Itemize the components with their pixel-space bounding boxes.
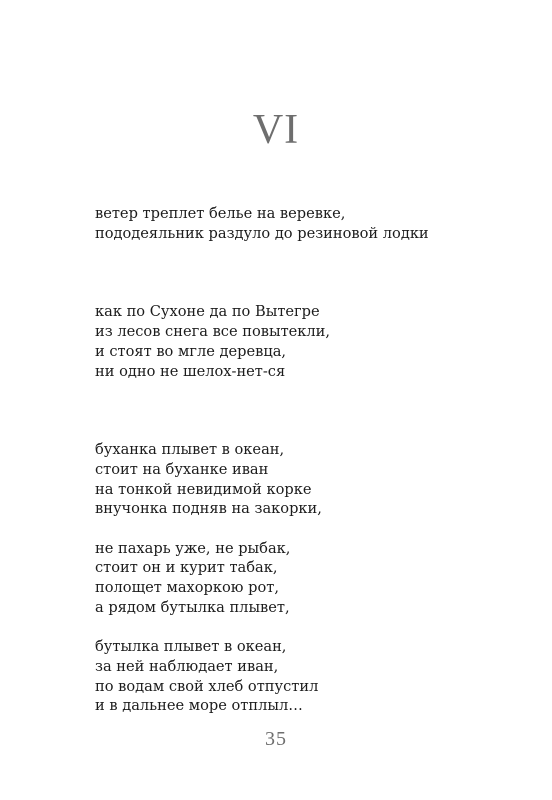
poem-line: и стоят во мгле деревца, bbox=[95, 342, 287, 360]
chapter-heading: VI bbox=[252, 107, 300, 153]
poem-line: пододеяльник раздуло до резиновой лодки bbox=[95, 224, 429, 242]
poem-line: на тонкой невидимой корке bbox=[95, 480, 312, 498]
stanza-5 bbox=[95, 637, 515, 716]
stanza-4 bbox=[95, 539, 515, 618]
page-number: 35 bbox=[265, 728, 287, 750]
stanza-gap bbox=[95, 381, 515, 440]
stanza-2 bbox=[95, 302, 515, 381]
poem-line: по водам свой хлеб отпустил bbox=[95, 677, 319, 695]
poem-line: бутылка плывет в океан, bbox=[95, 638, 287, 656]
poem-body bbox=[95, 204, 515, 716]
poem-line: из лесов снега все повытекли, bbox=[95, 323, 331, 341]
stanza-gap bbox=[95, 243, 515, 302]
poem-line: не пахарь уже, не рыбак, bbox=[95, 539, 291, 557]
poem-line: как по Сухоне да по Вытегре bbox=[95, 303, 320, 321]
poem-line: и в дальнее море отплыл… bbox=[95, 697, 303, 715]
poem-line: внучонка подняв на закорки, bbox=[95, 500, 322, 518]
stanza-1 bbox=[95, 204, 515, 243]
stanza-gap bbox=[95, 519, 515, 539]
poem-line: за ней наблюдает иван, bbox=[95, 657, 279, 675]
poem-line: полощет махоркою рот, bbox=[95, 579, 279, 597]
poem-line: ни одно не шелох-нет-ся bbox=[95, 362, 286, 380]
stanza-3 bbox=[95, 440, 515, 519]
poem-line: стоит он и курит табак, bbox=[95, 559, 278, 577]
stanza-gap bbox=[95, 618, 515, 638]
poem-line: ветер треплет белье на веревке, bbox=[95, 205, 346, 222]
poem-line: а рядом бутылка плывет, bbox=[95, 598, 290, 616]
poem-line: буханка плывет в океан, bbox=[95, 441, 285, 459]
poem-line: стоит на буханке иван bbox=[95, 460, 269, 478]
